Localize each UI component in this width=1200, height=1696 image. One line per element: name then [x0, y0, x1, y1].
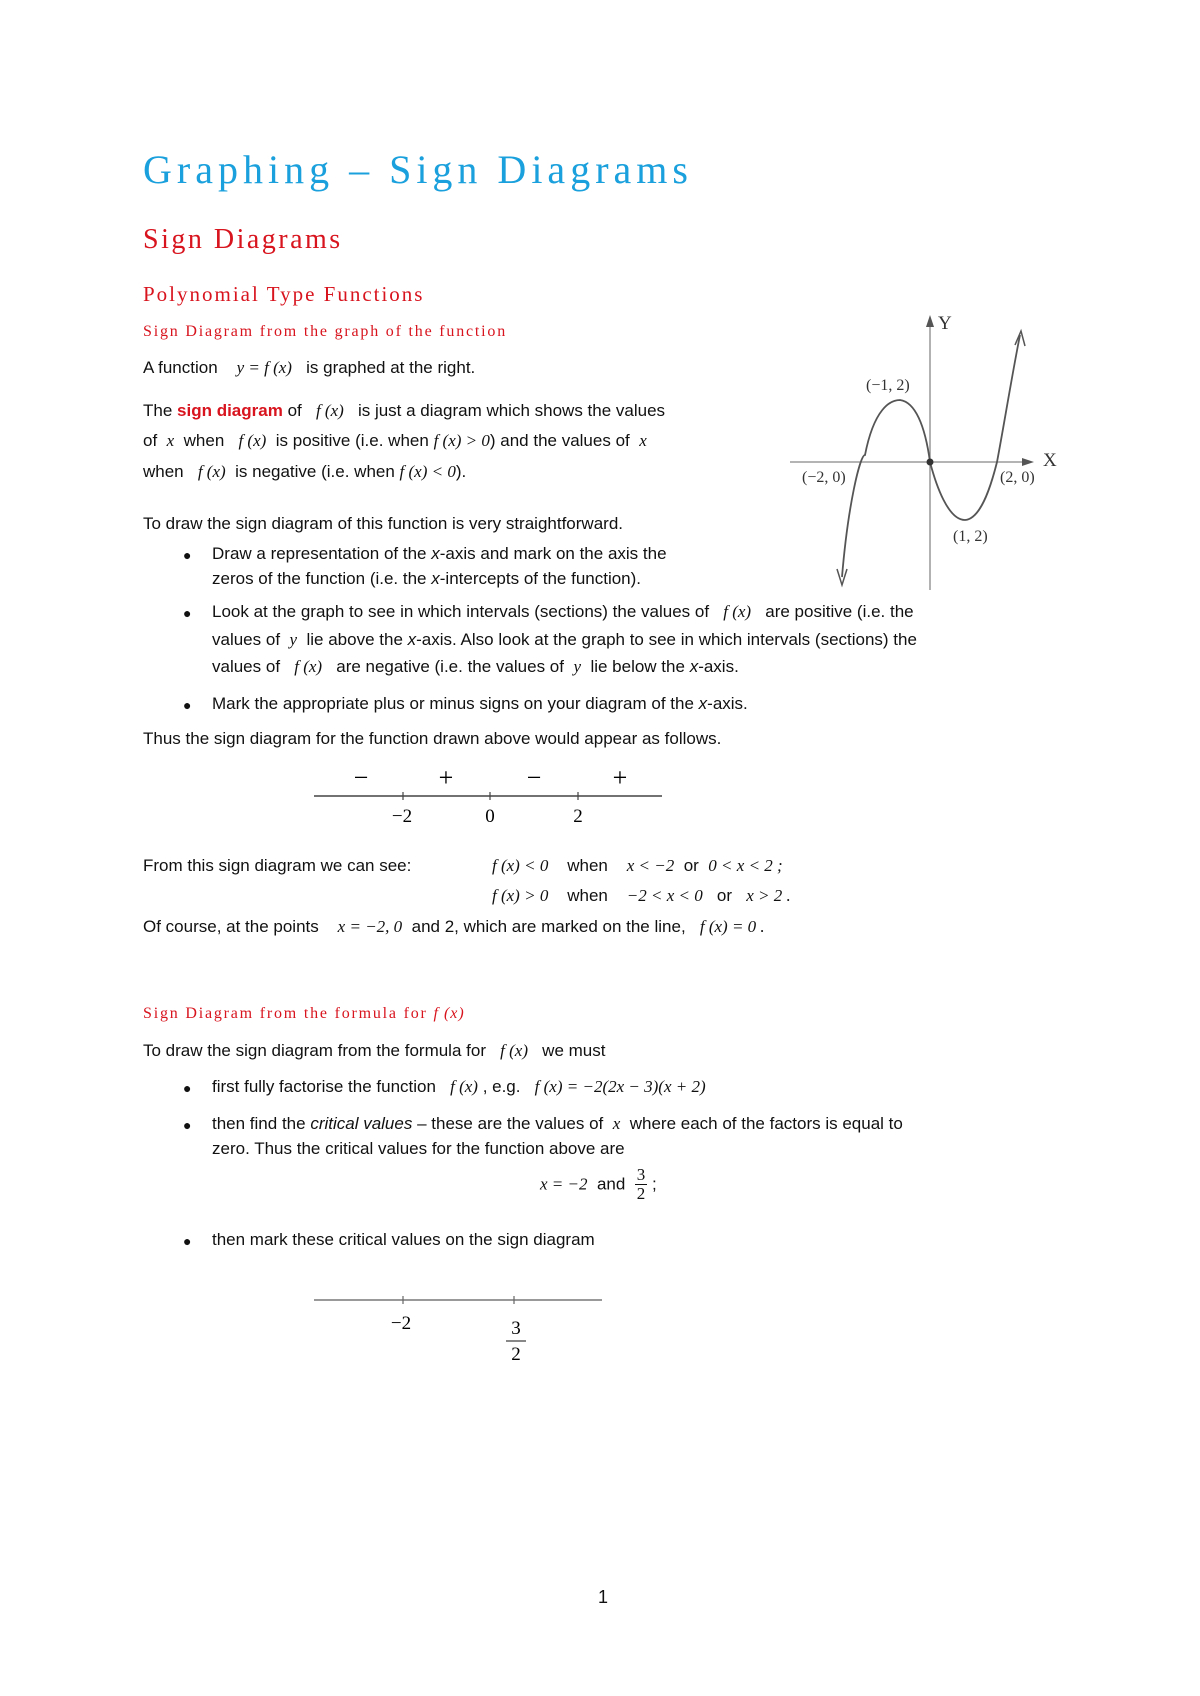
bullet2-line1: Look at the graph to see in which intervals (sections) the values of f (x) are positive (i.e. the	[212, 602, 914, 621]
bullet2-line2: values of y lie above the x-axis. Also look at the graph to see in which intervals (sections) the	[212, 630, 917, 649]
bullet-dot: ●	[183, 547, 192, 563]
tick-label: −2	[390, 1313, 412, 1334]
bullet-dot: ●	[183, 1233, 192, 1249]
part2-bullet1: first fully factorise the function f (x) , e.g. f (x) = −2(2x − 3)(x + 2)	[212, 1077, 706, 1096]
cubic-curve	[842, 335, 1020, 577]
point-label-maximum: (−1, 2)	[866, 377, 910, 394]
origin-point	[927, 459, 934, 466]
of-course-line: Of course, at the points x = −2, 0 and 2, which are marked on the line, f (x) = 0 .	[143, 917, 765, 936]
sign-positive: +	[438, 763, 454, 792]
page-number: 1	[598, 1587, 609, 1607]
point-label-left-intercept: (−2, 0)	[802, 469, 846, 486]
tick-label: 0	[485, 806, 495, 827]
fraction-numerator: 3	[511, 1318, 521, 1339]
result-positive: f (x) > 0 when −2 < x < 0 or x > 2 .	[492, 886, 791, 905]
part1-heading: Sign Diagram from the graph of the function	[143, 323, 507, 340]
thus-line: Thus the sign diagram for the function drawn above would appear as follows.	[143, 729, 722, 748]
bullet2-line3: values of f (x) are negative (i.e. the values of y lie below the x-axis.	[212, 657, 739, 676]
sign-diagram-2	[300, 1280, 620, 1380]
sign-negative: −	[353, 763, 369, 792]
critical-values: x = −2 and $\frac{3}{2}$ ;	[540, 1165, 657, 1203]
bullet-dot: ●	[183, 1117, 192, 1133]
bullet-dot: ●	[183, 605, 192, 621]
p3-line: of x when f (x) is positive (i.e. when f (x) > 0) and the values of x	[143, 431, 647, 450]
intro-line: To draw the sign diagram of this function is very straightforward.	[143, 514, 623, 533]
sign-diagram-1	[300, 760, 680, 830]
page-title: Graphing – Sign Diagrams	[143, 147, 693, 192]
sign-positive: +	[612, 763, 628, 792]
sign-diagram-term: sign diagram	[177, 401, 283, 420]
part2-bullet2-line2: zero. Thus the critical values for the function above are	[212, 1139, 625, 1158]
y-axis-arrow	[926, 315, 934, 327]
fraction-denominator: 2	[511, 1344, 521, 1365]
part2-intro: To draw the sign diagram from the formula for f (x) we must	[143, 1041, 606, 1060]
result-negative: f (x) < 0 when x < −2 or 0 < x < 2 ;	[492, 856, 783, 875]
x-axis-label: X	[1043, 450, 1057, 471]
p2-line: The sign diagram of f (x) is just a diagram which shows the values	[143, 401, 666, 420]
from-label: From this sign diagram we can see:	[143, 856, 412, 875]
x-axis-arrow	[1022, 458, 1034, 466]
p1-line: A function y = f (x) is graphed at the right.	[143, 358, 476, 377]
bullet3-line: Mark the appropriate plus or minus signs on your diagram of the x-axis.	[212, 694, 748, 713]
bullet1-line1: Draw a representation of the x-axis and mark on the axis the	[212, 544, 667, 563]
point-label-minimum: (1, 2)	[953, 528, 988, 545]
fraction-three-halves: $\frac{3}{2}$	[636, 1165, 646, 1203]
subsection-heading: Polynomial Type Functions	[143, 282, 425, 306]
part2-heading: Sign Diagram from the formula for f (x)	[143, 1005, 465, 1022]
part2-bullet2-line1: then find the critical values – these are the values of x where each of the factors is equal to	[212, 1114, 903, 1133]
bullet-dot: ●	[183, 1080, 192, 1096]
bullet1-line2: zeros of the function (i.e. the x-intercepts of the function).	[212, 569, 642, 588]
part2-bullet3: then mark these critical values on the sign diagram	[212, 1230, 595, 1249]
y-axis-label: Y	[938, 313, 952, 334]
point-label-right-intercept: (2, 0)	[1000, 469, 1035, 486]
tick-label: 2	[573, 806, 583, 827]
bullet-dot: ●	[183, 697, 192, 713]
tick-label: −2	[391, 806, 413, 827]
p4-line: when f (x) is negative (i.e. when f (x) < 0).	[143, 462, 467, 481]
section-heading: Sign Diagrams	[143, 224, 343, 255]
cubic-graph	[790, 305, 1080, 605]
sign-negative: −	[526, 763, 542, 792]
